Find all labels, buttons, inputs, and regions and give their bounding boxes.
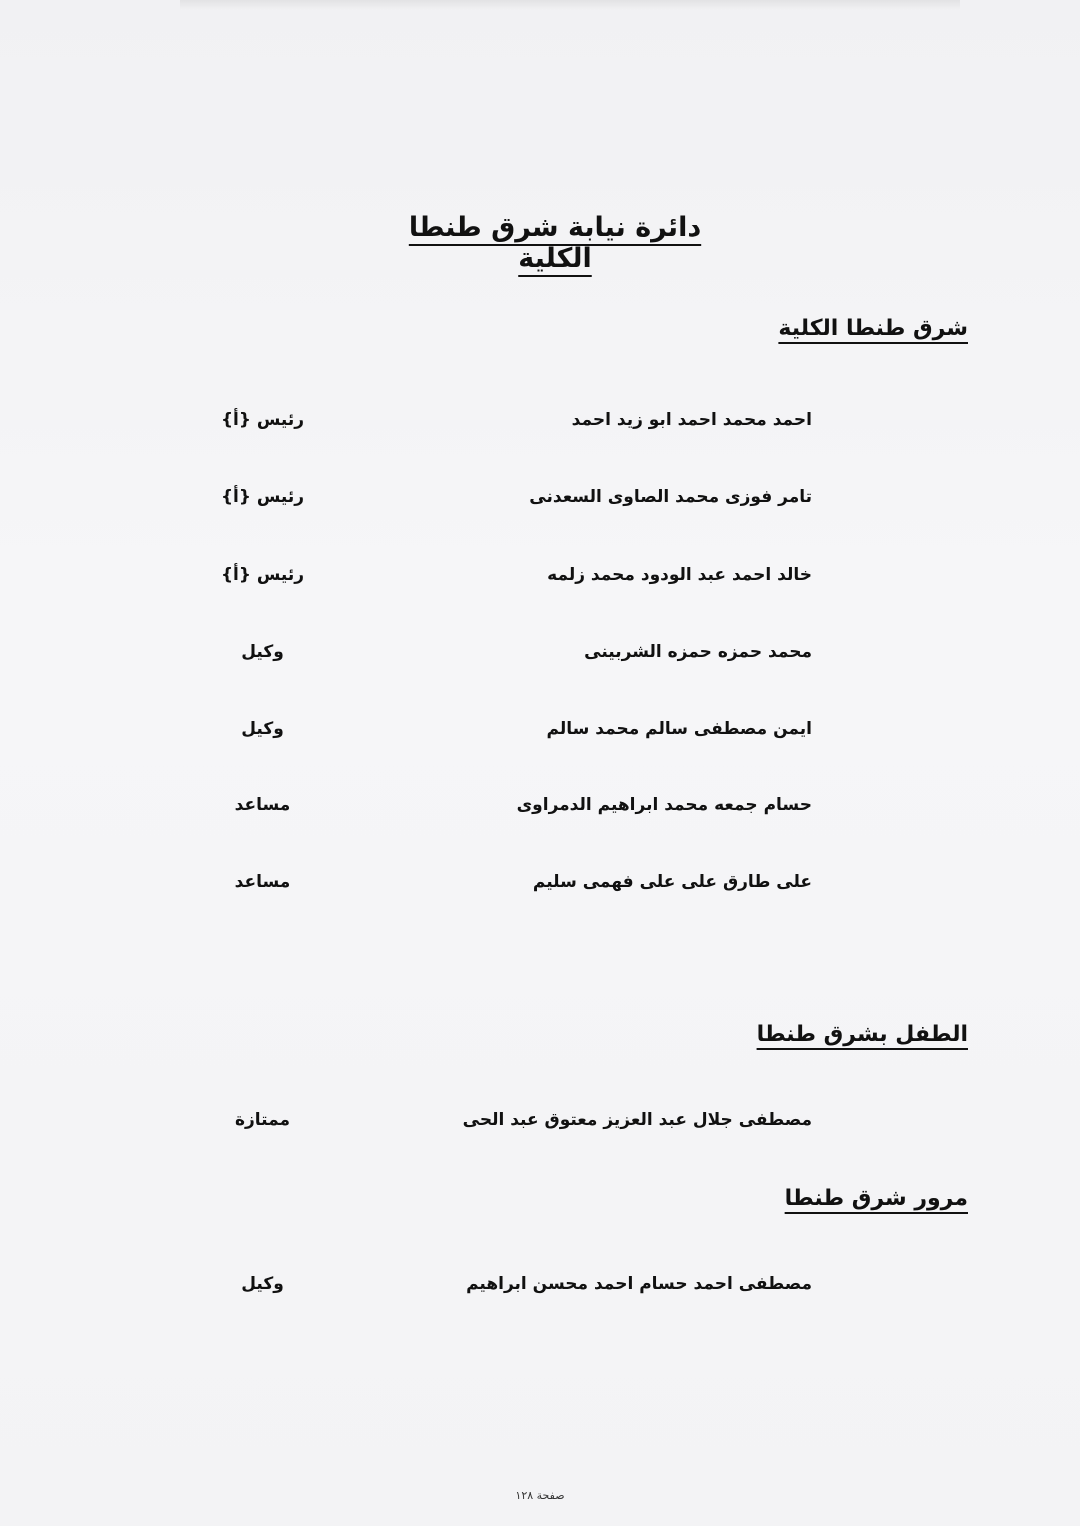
table-row: [0, 565, 1080, 595]
member-name: مصطفى جلال عبد العزيز معتوق عبد الحى: [462, 1110, 812, 1130]
member-rank: وكيل: [241, 719, 284, 739]
member-rank: مساعد: [234, 872, 291, 892]
scan-bleed: [180, 0, 960, 10]
table-row: [0, 487, 1080, 517]
table-row: [0, 795, 1080, 825]
member-rank: مساعد: [234, 795, 291, 815]
member-rank: وكيل: [241, 1274, 284, 1294]
member-name: احمد محمد احمد ابو زيد احمد: [571, 410, 812, 430]
member-name: على طارق على على فهمى سليم: [532, 872, 812, 892]
section-heading-traffic: مرور شرق طنطا: [784, 1186, 968, 1211]
member-name: حسام جمعه محمد ابراهيم الدمراوى: [516, 795, 812, 815]
member-rank: وكيل: [241, 642, 284, 662]
table-row: [0, 410, 1080, 440]
section-heading-child-court: الطفل بشرق طنطا: [756, 1022, 968, 1047]
table-row: [0, 642, 1080, 672]
document-title: دائرة نيابة شرق طنطا الكلية: [408, 212, 702, 274]
table-row: [0, 1274, 1080, 1304]
member-name: ايمن مصطفى سالم محمد سالم: [546, 719, 812, 739]
table-row: [0, 719, 1080, 749]
member-rank: رئيس {أ}: [220, 565, 305, 585]
member-name: محمد حمزه حمزه الشربينى: [584, 642, 812, 662]
table-row: [0, 872, 1080, 902]
member-rank: ممتازة: [234, 1110, 291, 1130]
member-name: خالد احمد عبد الودود محمد زلمه: [547, 565, 812, 585]
page-number: صفحة ١٢٨: [515, 1489, 565, 1502]
member-rank: رئيس {أ}: [220, 410, 305, 430]
member-rank: رئيس {أ}: [220, 487, 305, 507]
member-name: مصطفى احمد حسام احمد محسن ابراهيم: [466, 1274, 812, 1294]
section-heading-east-tanta-court: شرق طنطا الكلية: [778, 316, 968, 341]
table-row: [0, 1110, 1080, 1140]
member-name: تامر فوزى محمد الصاوى السعدنى: [529, 487, 812, 507]
